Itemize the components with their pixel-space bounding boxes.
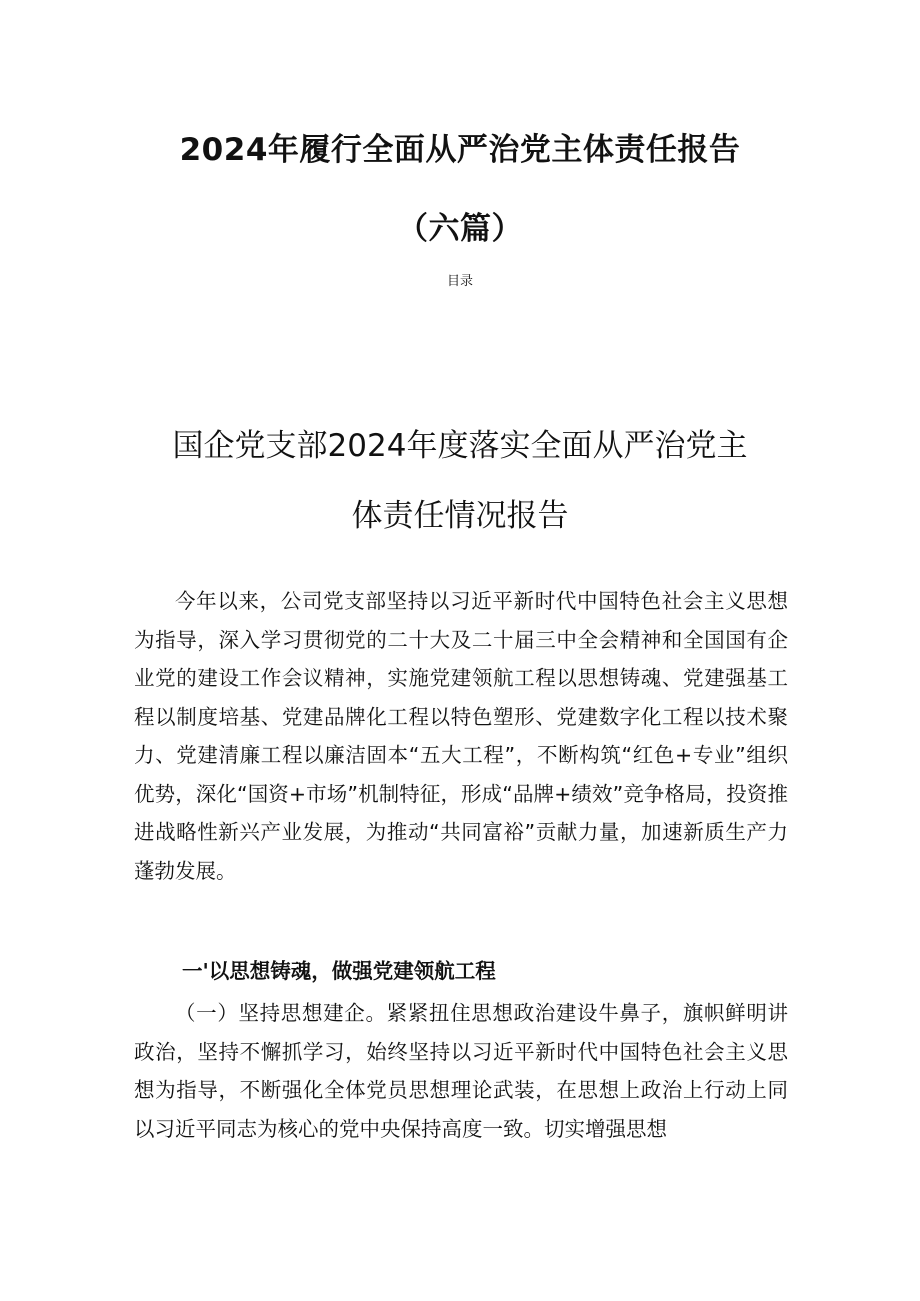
document-subtitle-count: （六篇）	[397, 211, 523, 247]
document-title: 2024年履行全面从严治党主体责任报告	[179, 132, 741, 168]
table-of-contents-label: 目录	[446, 274, 473, 289]
report-title-line-2: 体责任情况报告	[351, 498, 569, 534]
section-heading-1: 一'以思想铸魂，做强党建领航工程	[182, 959, 496, 983]
report-title-line-1: 国企党支部2024年度落实全面从严治党主	[172, 428, 748, 464]
intro-paragraph: 今年以来，公司党支部坚持以习近平新时代中国特色社会主义思想为指导，深入学习贯彻党的二十大及二十届三中全会精神和全国国有企业党的建设工作会议精神，实施党建领航工程以思想铸魂、党建强基工程以制度培基、党建品牌化工程以特色塑形、党建数字化工程以技术聚力、党建清廉工程以廉洁固本“五大工程”，不断构筑“红色+专业”组织优势，深化“国资+市场”机制特征，形成“品牌+绩效”竞争格局，投资推进战略性新兴产业发展，为推动“共同富裕”贡献力量，加速新质生产力蓬勃发展。	[134, 589, 788, 883]
section-1-paragraph-1: （一）坚持思想建企。紧紧扭住思想政治建设牛鼻子，旗帜鲜明讲政治，坚持不懈抓学习，始终坚持以习近平新时代中国特色社会主义思想为指导，不断强化全体党员思想理论武装，在思想上政治上行动上同以习近平同志为核心的党中央保持高度一致。切实增强思想	[134, 1001, 788, 1141]
